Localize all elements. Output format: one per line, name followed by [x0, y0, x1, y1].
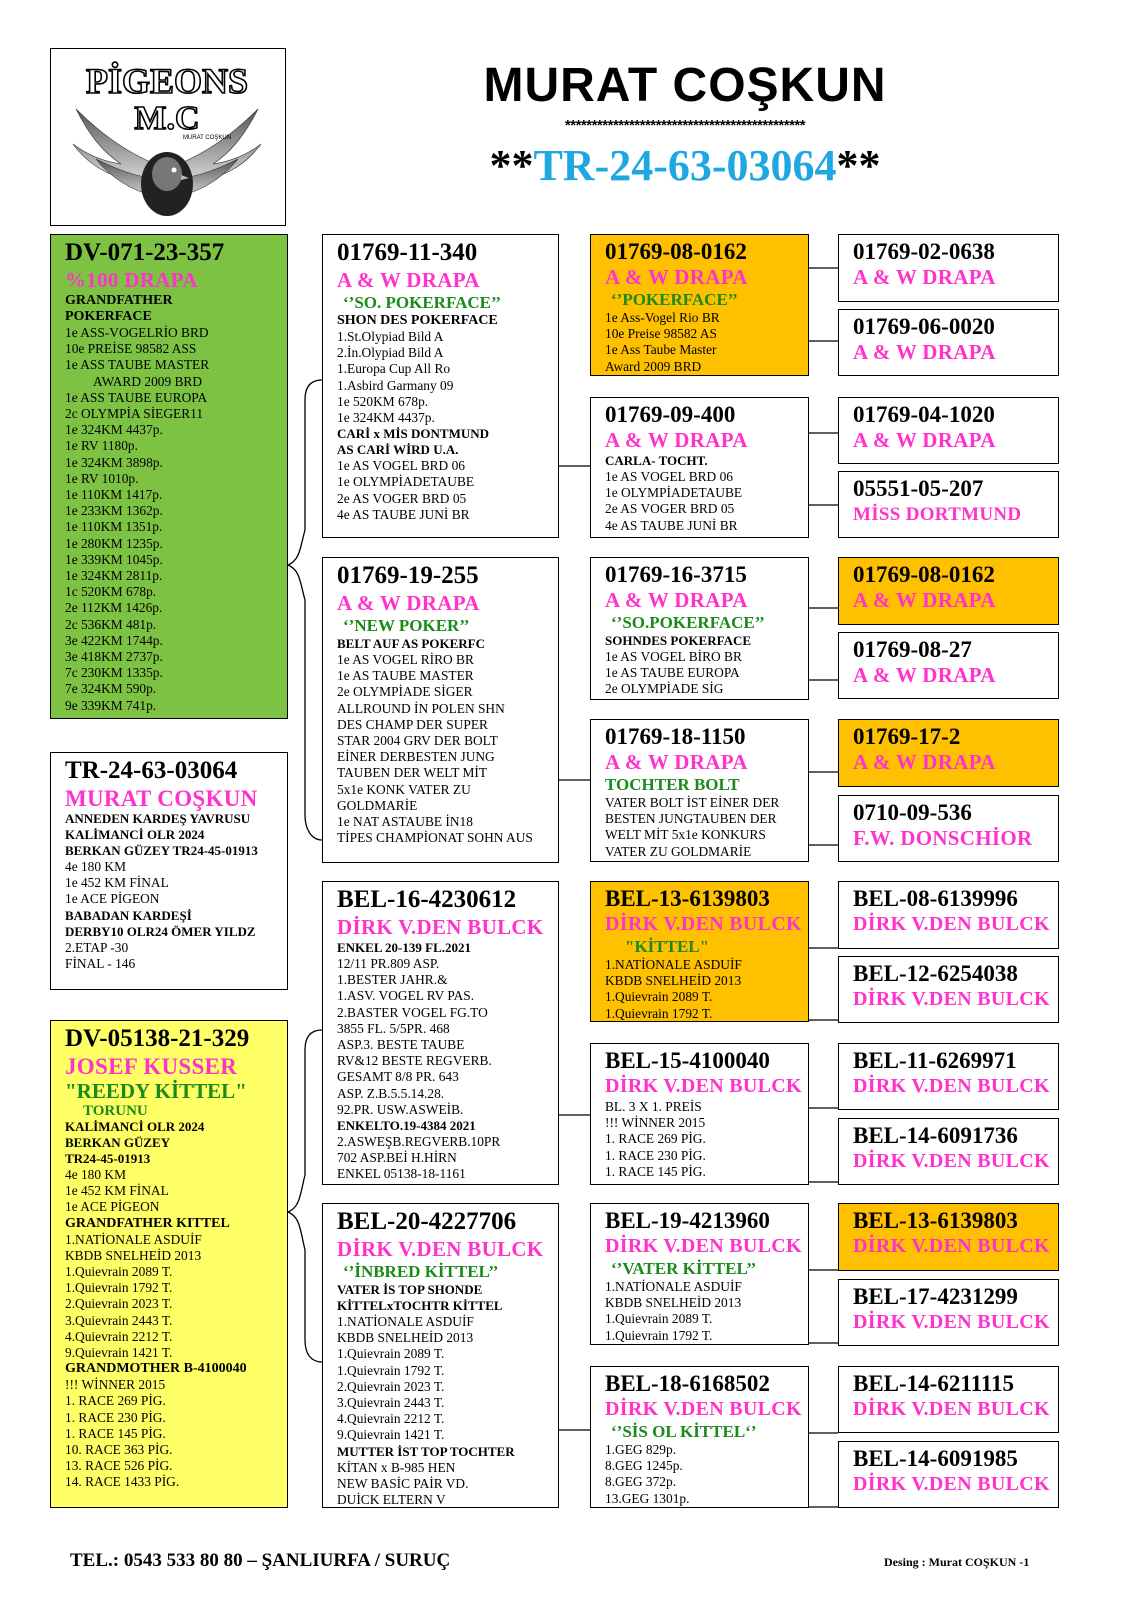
great-grandparent-name: A & W DRAPA: [605, 588, 748, 612]
great-grandparent-line: 1e AS VOGEL BRD 06: [605, 469, 733, 484]
great-grandparent-line: 1.GEG 829p.: [605, 1442, 677, 1457]
grandparent-line: 2.İn.Olypiad Bild A: [337, 345, 444, 361]
great-grandparent-ring: BEL-19-4213960: [605, 1208, 770, 1233]
great-grandparent-line: KBDB SNELHEİD 2013: [605, 1295, 742, 1311]
great-grandparent-card[interactable]: [590, 1043, 809, 1185]
father-line: 1e ASS-VOGELRİO BRD: [65, 325, 209, 340]
father-line: 1e 110KM 1417p.: [65, 487, 163, 503]
grandparent-line: 2.ASWEŞB.REGVERB.10PR: [337, 1134, 501, 1150]
great-grandparent-nickname: "KİTTEL": [625, 937, 710, 956]
father-line: 7e 324KM 590p.: [65, 681, 157, 697]
footer-phone: TEL.: 0543 533 80 80 – ŞANLIURFA / SURUÇ: [70, 1550, 451, 1571]
father-line: 3e 422KM 1744p.: [65, 632, 163, 648]
grandparent-line: 2e AS VOGER BRD 05: [337, 490, 467, 506]
subject-line: 2.ETAP -30: [65, 939, 129, 955]
fourth-gen-name: DİRK V.DEN BULCK: [853, 913, 1050, 935]
fourth-gen-ring: BEL-11-6269971: [853, 1048, 1017, 1073]
fourth-gen-ring: 0710-09-536: [853, 800, 972, 825]
logo-line2: M.C: [134, 100, 200, 137]
father-line: 1e 110KM 1351p.: [65, 519, 163, 535]
fourth-gen-name: DİRK V.DEN BULCK: [853, 1075, 1050, 1097]
great-grandparent-ring: 01769-09-400: [605, 402, 736, 427]
father-line: 1e ASS TAUBE MASTER: [65, 357, 210, 373]
fourth-gen-card[interactable]: [838, 557, 1059, 625]
mother-line: 1.Quievrain 2089 T.: [65, 1264, 173, 1280]
grandparent-nickname: ‘’İNBRED KİTTEL’’: [343, 1262, 499, 1281]
mother-line: 3.Quievrain 2443 T.: [65, 1312, 173, 1328]
great-grandparent-line: 1.Quievrain 2089 T.: [605, 1311, 713, 1327]
father-line: 7c 230KM 1335p.: [65, 665, 163, 681]
mother-nickname: "REEDY KİTTEL": [65, 1079, 247, 1103]
fourth-gen-name: A & W DRAPA: [853, 428, 996, 452]
father-line: GRANDFATHER: [65, 293, 173, 308]
mother-line: 14. RACE 1433 PİG.: [65, 1474, 180, 1490]
mother-line: GRANDMOTHER B-4100040: [65, 1361, 247, 1377]
grandparent-line: 2.Quievrain 2023 T.: [337, 1378, 445, 1394]
great-grandparent-line: VATER BOLT İST EİNER DER: [605, 795, 780, 810]
grandparent-line: 1.St.Olypiad Bild A: [337, 329, 444, 344]
great-grandparent-line: 4e AS TAUBE JUNİ BR: [605, 517, 738, 533]
father-line: 1e 280KM 1235p.: [65, 535, 163, 551]
grandparent-line: 4.Quievrain 2212 T.: [337, 1411, 445, 1427]
fourth-gen-name: MİSS DORTMUND: [853, 504, 1022, 525]
subject-line: FİNAL - 146: [65, 955, 136, 971]
great-grandparent-ring: 01769-16-3715: [605, 562, 747, 587]
mother-line: 1. RACE 145 PİG.: [65, 1425, 166, 1441]
grandparent-line: 5x1e KONK VATER ZU: [337, 781, 471, 797]
great-grandparent-card[interactable]: [590, 1203, 809, 1345]
great-grandparent-line: BESTEN JUNGTAUBEN DER: [605, 811, 777, 827]
fourth-gen-card[interactable]: [838, 471, 1059, 538]
fourth-gen-ring: BEL-14-6211115: [853, 1371, 1015, 1396]
mother-line: TORUNU: [83, 1103, 148, 1119]
father-line: 9e 339KM 741p.: [65, 697, 157, 713]
grandparent-card[interactable]: [322, 1203, 559, 1508]
fourth-gen-card[interactable]: [838, 881, 1059, 949]
mother-line: 10. RACE 363 PİG.: [65, 1442, 173, 1458]
fourth-gen-ring: BEL-14-6091736: [853, 1123, 1018, 1148]
fourth-gen-card[interactable]: [838, 397, 1059, 464]
mother-line: KALİMANCİ OLR 2024: [65, 1119, 205, 1134]
great-grandparent-line: SOHNDES POKERFACE: [605, 633, 752, 648]
great-grandparent-line: 1. RACE 269 PİG.: [605, 1131, 706, 1147]
mother-line: 4.Quievrain 2212 T.: [65, 1328, 173, 1344]
great-grandparent-line: 1e OLYMPİADETAUBE: [605, 485, 743, 501]
grandparent-line: MUTTER İST TOP TOCHTER: [337, 1443, 515, 1459]
grandparent-line: 1e AS VOGEL BRD 06: [337, 458, 465, 474]
father-line: 1e RV 1010p.: [65, 470, 139, 486]
subject-line: 1e ACE PİGEON: [65, 891, 160, 907]
grandparent-line: 1e NAT ASTAUBE İN18: [337, 814, 473, 830]
great-grandparent-line: 1.Quievrain 2089 T.: [605, 989, 713, 1005]
father-line: 1e ASS TAUBE EUROPA: [65, 389, 208, 405]
great-grandparent-name: DİRK V.DEN BULCK: [605, 1235, 802, 1257]
fourth-gen-card[interactable]: [838, 956, 1059, 1023]
mother-ring: DV-05138-21-329: [65, 1025, 250, 1052]
grandparent-line: 3855 FL. 5/5PR. 468: [337, 1020, 450, 1036]
grandparent-line: 3.Quievrain 2443 T.: [337, 1395, 445, 1411]
grandparent-line: 4e AS TAUBE JUNİ BR: [337, 506, 470, 522]
father-line: 1e 339KM 1045p.: [65, 551, 163, 567]
grandparent-line: 1.Europa Cup All Ro: [337, 361, 451, 377]
fourth-gen-name: DİRK V.DEN BULCK: [853, 1473, 1050, 1495]
grandparent-line: 1e AS VOGEL RİRO BR: [337, 652, 474, 667]
grandparent-line: VATER İS TOP SHONDE: [337, 1282, 483, 1297]
mother-line: 4e 180 KM: [65, 1167, 126, 1182]
grandparent-line: 9.Quievrain 1421 T.: [337, 1427, 445, 1443]
subject-line: DERBY10 OLR24 ÖMER YILDZ: [65, 923, 256, 939]
great-grandparent-name: DİRK V.DEN BULCK: [605, 913, 802, 935]
ring-title-suffix: **: [836, 141, 881, 190]
subject-line: BABADAN KARDEŞİ: [65, 907, 192, 923]
subject-name: MURAT COŞKUN: [65, 786, 258, 811]
great-grandparent-name: DİRK V.DEN BULCK: [605, 1075, 802, 1097]
grandparent-line: 12/11 PR.809 ASP.: [337, 956, 440, 971]
grandparent-card[interactable]: [322, 234, 559, 538]
fourth-gen-card[interactable]: [838, 1043, 1059, 1110]
mother-line: 9.Quievrain 1421 T.: [65, 1345, 173, 1361]
grandparent-line: RV&12 BESTE REGVERB.: [337, 1053, 492, 1069]
mother-line: 1.Quievrain 1792 T.: [65, 1280, 173, 1296]
grandparent-line: ENKEL 20-139 FL.2021: [337, 940, 471, 955]
fourth-gen-ring: 01769-06-0020: [853, 314, 995, 339]
fourth-gen-ring: 05551-05-207: [853, 476, 984, 501]
grandparent-line: 2.BASTER VOGEL FG.TO: [337, 1004, 488, 1020]
grandparent-name: DİRK V.DEN BULCK: [337, 915, 544, 939]
great-grandparent-card[interactable]: [590, 557, 809, 700]
father-line: 3e 418KM 2737p.: [65, 649, 163, 665]
great-grandparent-card[interactable]: [590, 397, 809, 538]
fourth-gen-card[interactable]: [838, 234, 1059, 302]
subject-ring: TR-24-63-03064: [65, 757, 238, 784]
great-grandparent-card[interactable]: [590, 234, 809, 376]
grandparent-line: 702 ASP.BEİ H.HİRN: [337, 1150, 457, 1166]
logo-line1: PİGEONS: [85, 61, 249, 101]
great-grandparent-ring: 01769-18-1150: [605, 724, 746, 749]
father-line: 2c OLYMPİA SİEGER11: [65, 406, 204, 422]
mother-line: !!! WİNNER 2015: [65, 1377, 166, 1393]
mother-line: 1e ACE PİGEON: [65, 1199, 160, 1215]
mother-line: 1.NATİONALE ASDUİF: [65, 1231, 202, 1247]
grandparent-line: 1.Asbird Garmany 09: [337, 377, 454, 393]
great-grandparent-nickname: TOCHTER BOLT: [605, 775, 740, 794]
grandparent-nickname: ‘’NEW POKER’’: [343, 616, 470, 635]
great-grandparent-line: 1.Quievrain 1792 T.: [605, 1327, 713, 1343]
fourth-gen-name: A & W DRAPA: [853, 750, 996, 774]
grandparent-line: CARİ x MİS DONTMUND: [337, 426, 490, 442]
grandparent-line: EİNER DERBESTEN JUNG: [337, 749, 495, 765]
fourth-gen-name: A & W DRAPA: [853, 340, 996, 364]
fourth-gen-ring: BEL-12-6254038: [853, 961, 1018, 986]
grandparent-line: 92.PR. USW.ASWEİB.: [337, 1101, 464, 1117]
grandparent-line: 1e AS TAUBE MASTER: [337, 668, 474, 684]
fourth-gen-name: DİRK V.DEN BULCK: [853, 1235, 1050, 1257]
great-grandparent-name: A & W DRAPA: [605, 428, 748, 452]
mother-line: TR24-45-01913: [65, 1151, 151, 1166]
grandparent-line: ASP.3. BESTE TAUBE: [337, 1037, 465, 1053]
grandparent-line: 1e 324KM 4437p.: [337, 410, 435, 426]
fourth-gen-card[interactable]: [838, 719, 1059, 787]
great-grandparent-line: 13.GEG 1301p.: [605, 1490, 690, 1506]
grandparent-line: AS CARİ WİRD U.A.: [337, 442, 459, 458]
great-grandparent-name: A & W DRAPA: [605, 750, 748, 774]
grandparent-line: GOLDMARİE: [337, 797, 418, 813]
grandparent-line: GESAMT 8/8 PR. 643: [337, 1069, 459, 1085]
grandparent-ring: BEL-16-4230612: [337, 886, 517, 913]
fourth-gen-name: DİRK V.DEN BULCK: [853, 1398, 1050, 1420]
father-name: %100 DRAPA: [65, 268, 198, 292]
mother-line: 1. RACE 230 PİG.: [65, 1409, 166, 1425]
fourth-gen-ring: BEL-17-4231299: [853, 1284, 1018, 1309]
great-grandparent-ring: 01769-08-0162: [605, 239, 747, 264]
grandparent-name: A & W DRAPA: [337, 268, 480, 292]
fourth-gen-card[interactable]: [838, 1279, 1059, 1346]
fourth-gen-name: F.W. DONSCHİOR: [853, 826, 1033, 850]
grandparent-line: ALLROUND İN POLEN SHN: [337, 700, 505, 716]
fourth-gen-ring: BEL-08-6139996: [853, 886, 1018, 911]
great-grandparent-line: 8.GEG 1245p.: [605, 1458, 683, 1474]
fourth-gen-name: A & W DRAPA: [853, 588, 996, 612]
grandparent-line: NEW BASİC PAİR VD.: [337, 1475, 469, 1491]
grandparent-name: DİRK V.DEN BULCK: [337, 1237, 544, 1261]
great-grandparent-nickname: ‘’SİS OL KİTTEL‘’: [611, 1422, 757, 1441]
great-grandparent-line: 1.Quievrain 1792 T.: [605, 1005, 713, 1021]
subject-line: 4e 180 KM: [65, 859, 126, 874]
fourth-gen-name: DİRK V.DEN BULCK: [853, 1150, 1050, 1172]
grandparent-line: KİTTELxTOCHTR KİTTEL: [337, 1298, 503, 1313]
great-grandparent-line: BL. 3 X 1. PREİS: [605, 1099, 702, 1114]
father-ring: DV-071-23-357: [65, 239, 225, 266]
father-line: 1e 324KM 3898p.: [65, 454, 163, 470]
great-grandparent-nickname: ‘’SO.POKERFACE’’: [611, 613, 765, 632]
great-grandparent-card[interactable]: [590, 881, 809, 1022]
great-grandparent-card[interactable]: [590, 1366, 809, 1508]
fourth-gen-ring: 01769-08-0162: [853, 562, 995, 587]
grandparent-line: DUİCK ELTERN V: [337, 1492, 446, 1508]
great-grandparent-line: 1e Ass Taube Master: [605, 342, 717, 358]
logo-line3: MURAT COŞKUN: [182, 135, 232, 141]
grandparent-name: A & W DRAPA: [337, 591, 480, 615]
grandparent-line: ENKEL 05138-18-1161: [337, 1166, 466, 1182]
great-grandparent-line: 1.NATİONALE ASDUİF: [605, 957, 742, 972]
fourth-gen-ring: 01769-02-0638: [853, 239, 995, 264]
father-card[interactable]: [50, 234, 288, 719]
father-line: AWARD 2009 BRD: [93, 373, 203, 389]
grandparent-card[interactable]: [322, 881, 559, 1185]
grandparent-line: ENKELTO.19-4384 2021: [337, 1118, 476, 1134]
great-grandparent-line: 2e AS VOGER BRD 05: [605, 501, 735, 517]
great-grandparent-line: 10e Preise 98582 AS: [605, 326, 717, 342]
fourth-gen-card[interactable]: [838, 1203, 1059, 1271]
grandparent-line: 1.Quievrain 1792 T.: [337, 1362, 445, 1378]
fourth-gen-name: DİRK V.DEN BULCK: [853, 988, 1050, 1010]
father-line: 10e PREİSE 98582 ASS: [65, 341, 197, 357]
footer-design-credit: Desing : Murat COŞKUN -1: [884, 1555, 1030, 1569]
fourth-gen-card[interactable]: [838, 309, 1059, 376]
mother-line: 13. RACE 526 PİG.: [65, 1458, 173, 1474]
grandparent-line: 1e 520KM 678p.: [337, 393, 429, 409]
grandparent-line: STAR 2004 GRV DER BOLT: [337, 733, 498, 749]
page-title: MURAT COŞKUN: [483, 59, 887, 112]
fourth-gen-ring: BEL-14-6091985: [853, 1446, 1018, 1471]
mother-line: 1e 452 KM FİNAL: [65, 1183, 169, 1199]
great-grandparent-name: DİRK V.DEN BULCK: [605, 1398, 802, 1420]
great-grandparent-ring: BEL-15-4100040: [605, 1048, 770, 1073]
great-grandparent-ring: BEL-13-6139803: [605, 886, 770, 911]
great-grandparent-line: 1e Ass-Vogel Rio BR: [605, 310, 720, 325]
grandparent-ring: 01769-11-340: [337, 239, 478, 266]
great-grandparent-nickname: ‘’POKERFACE’’: [611, 290, 738, 309]
fourth-gen-ring: BEL-13-6139803: [853, 1208, 1018, 1233]
grandparent-line: 1.BESTER JAHR.&: [337, 972, 448, 988]
father-line: 2c 536KM 481p.: [65, 616, 157, 632]
grandparent-ring: BEL-20-4227706: [337, 1208, 517, 1235]
great-grandparent-line: 1. RACE 145 PİG.: [605, 1163, 706, 1179]
fourth-gen-card[interactable]: [838, 795, 1059, 862]
great-grandparent-line: 1e AS TAUBE EUROPA: [605, 665, 740, 681]
great-grandparent-ring: BEL-18-6168502: [605, 1371, 770, 1396]
fourth-gen-card[interactable]: [838, 1441, 1059, 1508]
great-grandparent-line: 8.GEG 372p.: [605, 1474, 677, 1490]
mother-card[interactable]: [50, 1020, 288, 1508]
mother-line: BERKAN GÜZEY: [65, 1135, 171, 1150]
fourth-gen-name: A & W DRAPA: [853, 663, 996, 687]
grandparent-line: 1.ASV. VOGEL RV PAS.: [337, 988, 475, 1004]
grandparent-line: 2e OLYMPİADE SİGER: [337, 684, 473, 700]
fourth-gen-name: DİRK V.DEN BULCK: [853, 1311, 1050, 1333]
father-line: 1e 324KM 2811p.: [65, 568, 163, 584]
great-grandparent-nickname: ‘’VATER KİTTEL’’: [611, 1259, 757, 1278]
father-line: 2e 112KM 1426p.: [65, 600, 163, 616]
grandparent-line: ASP. Z.B.5.5.14.28.: [337, 1085, 445, 1101]
fourth-gen-ring: 01769-04-1020: [853, 402, 995, 427]
grandparent-line: TAUBEN DER WELT MİT: [337, 765, 488, 781]
grandparent-line: 1.Quievrain 2089 T.: [337, 1346, 445, 1362]
mother-name: JOSEF KUSSER: [65, 1054, 238, 1079]
grandparent-line: TİPES CHAMPİONAT SOHN AUS: [337, 830, 533, 846]
father-line: 1e 233KM 1362p.: [65, 503, 163, 519]
subject-line: ANNEDEN KARDEŞ YAVRUSU: [65, 811, 251, 826]
grandparent-line: 1e OLYMPİADETAUBE: [337, 474, 475, 490]
great-grandparent-line: 1. RACE 230 PİG.: [605, 1147, 706, 1163]
grandparent-card[interactable]: [322, 557, 559, 863]
grandparent-line: 1.NATİONALE ASDUİF: [337, 1314, 474, 1329]
fourth-gen-name: A & W DRAPA: [853, 265, 996, 289]
fourth-gen-card[interactable]: [838, 632, 1059, 699]
great-grandparent-line: KBDB SNELHEİD 2013: [605, 973, 742, 989]
great-grandparent-line: VATER ZU GOLDMARİE: [605, 843, 752, 859]
ring-title-prefix: **: [489, 141, 534, 190]
great-grandparent-line: !!! WİNNER 2015: [605, 1115, 706, 1131]
great-grandparent-line: 2e OLYMPİADE SİG: [605, 681, 724, 697]
grandparent-line: DES CHAMP DER SUPER: [337, 716, 488, 732]
great-grandparent-line: 1.NATİONALE ASDUİF: [605, 1279, 742, 1294]
grandparent-line: KBDB SNELHEİD 2013: [337, 1330, 474, 1346]
father-line: 1c 520KM 678p.: [65, 584, 157, 600]
ring-title-number: TR-24-63-03064: [533, 141, 837, 190]
mother-line: 2.Quievrain 2023 T.: [65, 1296, 173, 1312]
fourth-gen-card[interactable]: [838, 1366, 1059, 1433]
great-grandparent-line: WELT MİT 5x1e KONKURS: [605, 827, 766, 843]
great-grandparent-line: 1e AS VOGEL BİRO BR: [605, 649, 742, 664]
fourth-gen-card[interactable]: [838, 1118, 1059, 1185]
subject-line: 1e 452 KM FİNAL: [65, 875, 169, 891]
mother-line: KBDB SNELHEİD 2013: [65, 1247, 202, 1263]
grandparent-line: KİTAN x B-985 HEN: [337, 1459, 456, 1475]
grandparent-nickname: ‘’SO. POKERFACE’’: [343, 293, 502, 312]
grandparent-line: BELT AUF AS POKERFC: [337, 636, 485, 651]
mother-line: GRANDFATHER KITTEL: [65, 1215, 230, 1231]
subject-card[interactable]: [50, 752, 288, 990]
great-grandparent-card[interactable]: [590, 719, 809, 862]
title-stars-divider: *********************************************: [564, 117, 806, 134]
grandparent-ring: 01769-19-255: [337, 562, 479, 589]
father-line: 1e RV 1180p.: [65, 438, 138, 454]
subject-line: KALİMANCİ OLR 2024: [65, 827, 205, 842]
fourth-gen-ring: 01769-08-27: [853, 637, 972, 662]
father-line: 1e 324KM 4437p.: [65, 422, 163, 438]
great-grandparent-line: CARLA- TOCHT.: [605, 453, 708, 468]
subject-line: BERKAN GÜZEY TR24-45-01913: [65, 843, 258, 858]
great-grandparent-line: Award 2009 BRD: [605, 358, 702, 374]
fourth-gen-ring: 01769-17-2: [853, 724, 961, 749]
mother-line: 1. RACE 269 PİG.: [65, 1393, 166, 1409]
great-grandparent-name: A & W DRAPA: [605, 265, 748, 289]
grandparent-line: SHON DES POKERFACE: [337, 313, 498, 328]
father-line: POKERFACE: [65, 309, 152, 324]
